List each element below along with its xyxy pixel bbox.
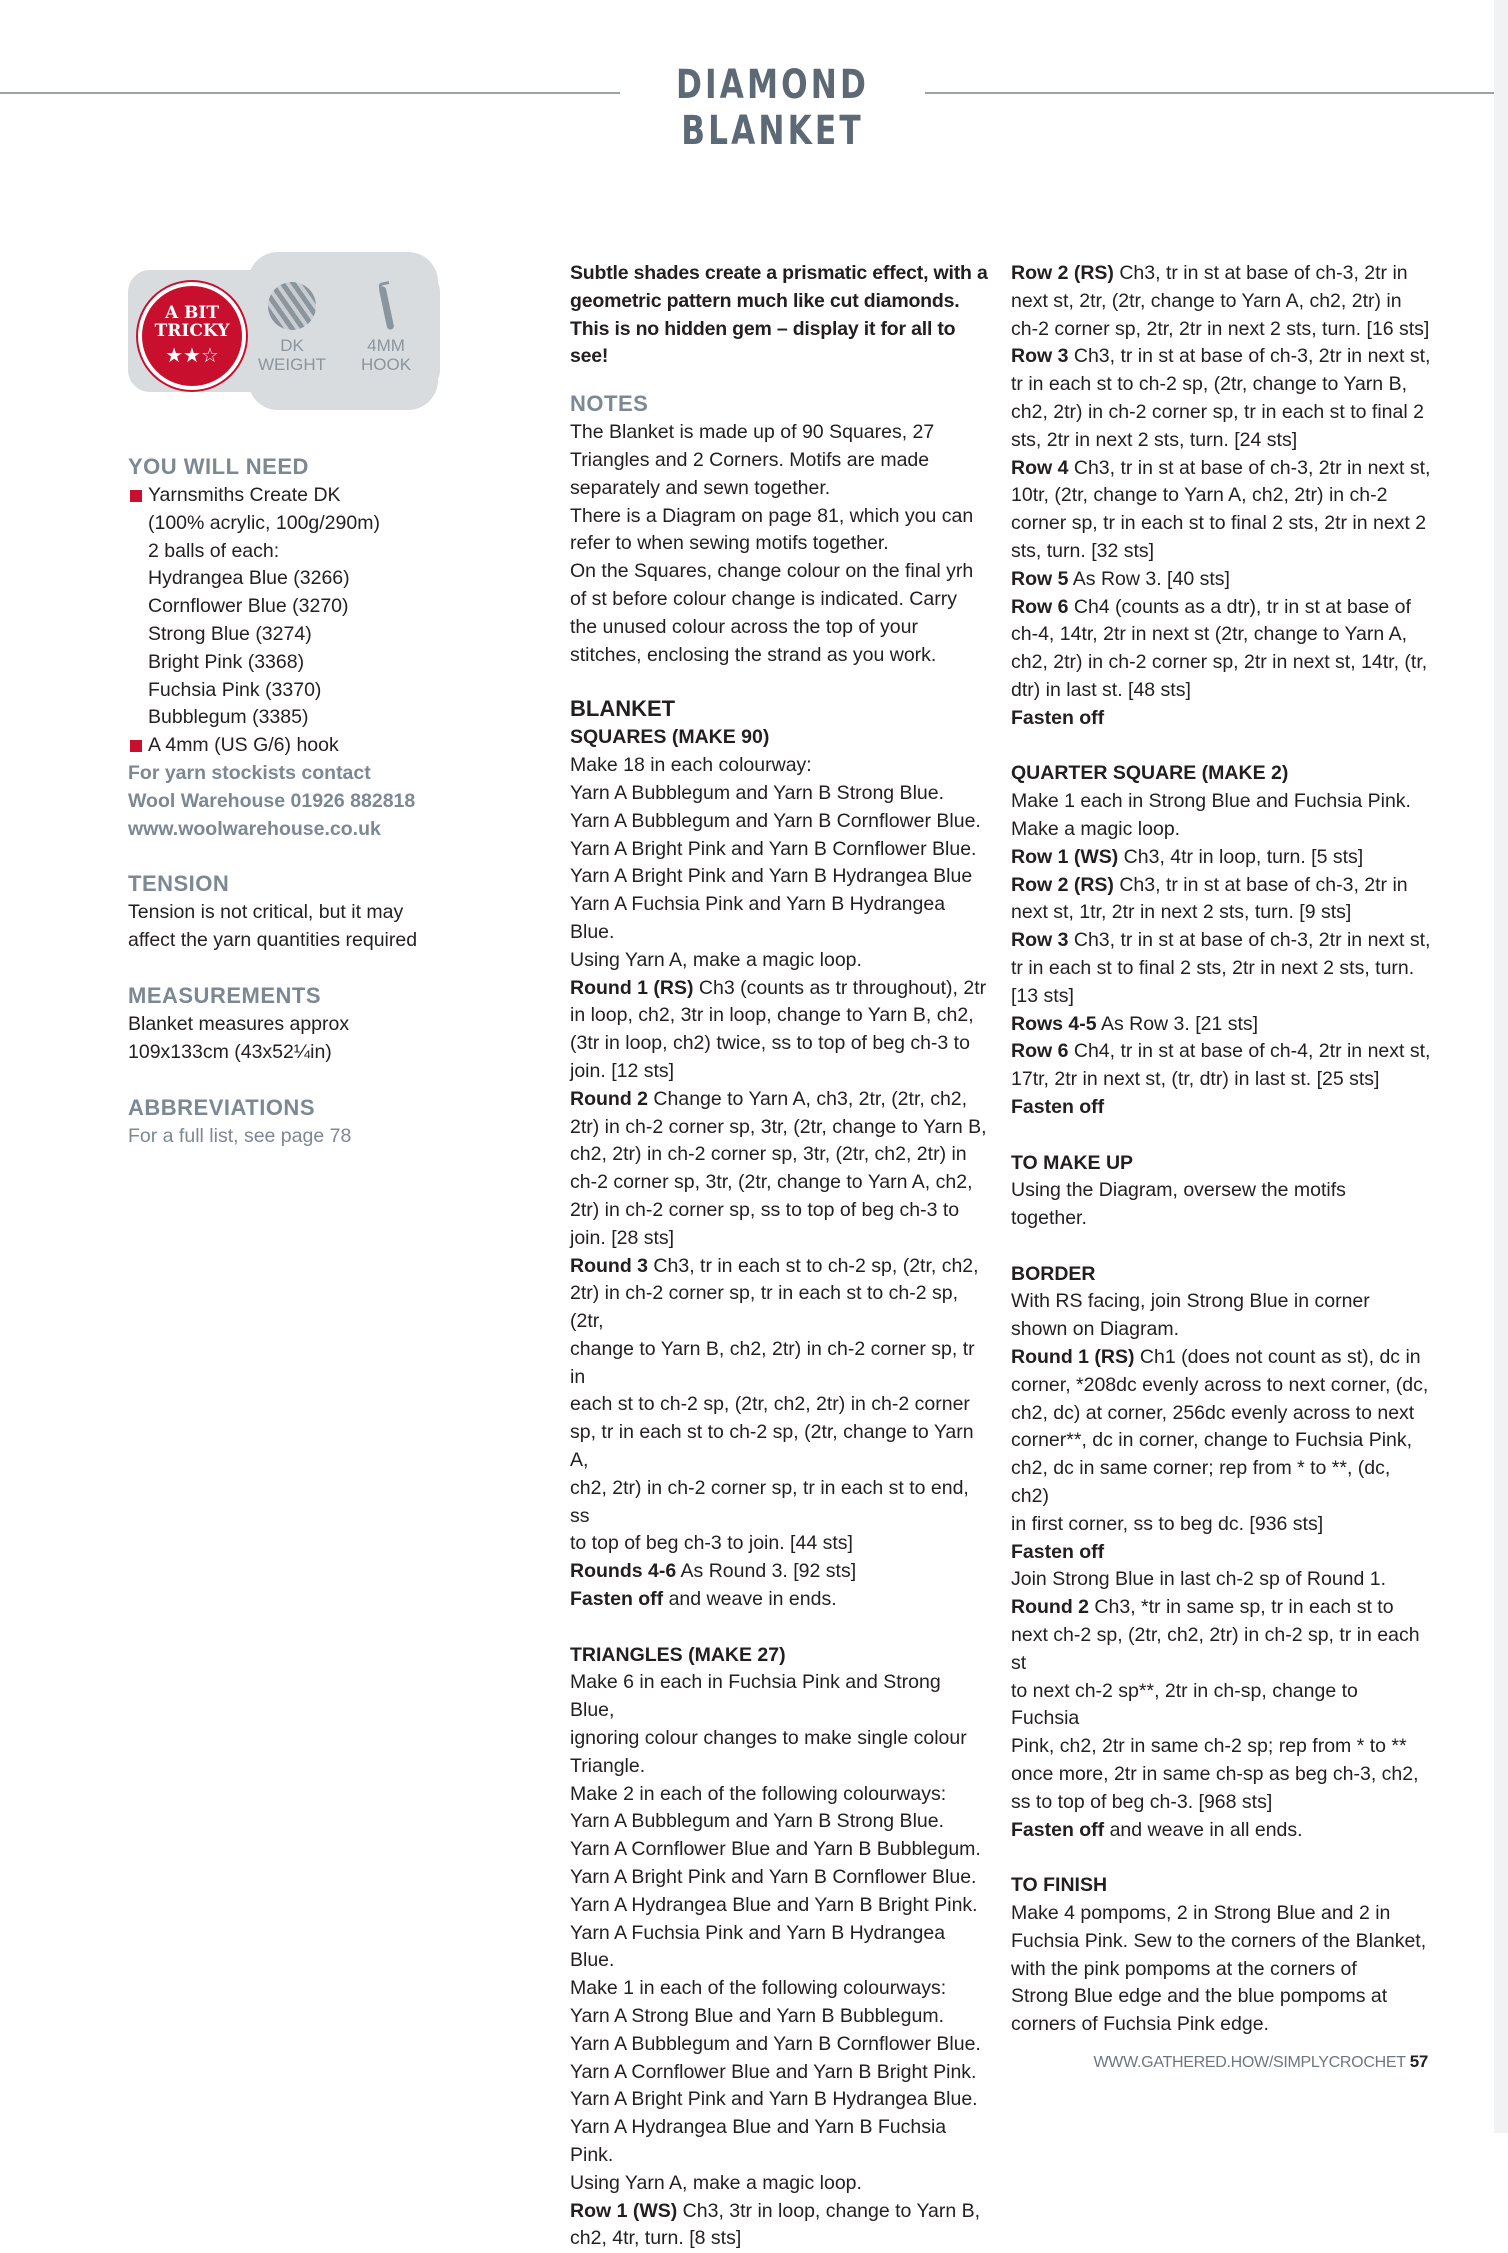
- difficulty-badge: [138, 282, 246, 390]
- squares-line: Make 18 in each colourway:: [570, 754, 812, 777]
- triangles-line: Make 2 in each of the following colourways:: [570, 1782, 947, 1805]
- round1-line: (3tr in loop, ch2) twice, ss to top of beg ch-3 to: [570, 1032, 970, 1055]
- round3-instruction: Round 3 Ch3, tr in each st to ch-2 sp, (2tr, ch2,: [570, 1254, 979, 1277]
- header-rule-right: [925, 92, 1508, 94]
- round3-line: sp, tr in each st to ch-2 sp, (2tr, change to Yarn A,: [570, 1421, 974, 1472]
- q-row2-line: next st, 1tr, 2tr in next 2 sts, turn. [9 sts]: [1011, 901, 1352, 924]
- row2-line: next st, 2tr, (2tr, change to Yarn A, ch2, 2tr) in: [1011, 289, 1402, 312]
- squares-line: Yarn A Bright Pink and Yarn B Hydrangea Blue: [570, 865, 973, 888]
- border-round1-line: corner, *208dc evenly across to next corner, (dc,: [1011, 1373, 1429, 1396]
- triangles-line: Yarn A Bright Pink and Yarn B Hydrangea Blue.: [570, 2088, 978, 2111]
- finish-line: Make 4 pompoms, 2 in Strong Blue and 2 in: [1011, 1902, 1391, 1925]
- triangles-line: Yarn A Fuchsia Pink and Yarn B Hydrangea Blue.: [570, 1921, 946, 1972]
- squares-line: Yarn A Bubblegum and Yarn B Strong Blue.: [570, 781, 945, 804]
- yarn-detail: 2 balls of each:: [148, 539, 280, 562]
- weight-line2: WEIGHT: [258, 355, 326, 374]
- join-instruction: Join Strong Blue in last ch-2 sp of Round 1.: [1011, 1568, 1387, 1591]
- round1-instruction: Round 1 (RS) Ch3 (counts as tr throughout), 2tr: [570, 976, 987, 999]
- page-number: 57: [1409, 2052, 1428, 2071]
- finish-line: Fuchsia Pink. Sew to the corners of the Blanket,: [1011, 1929, 1427, 1952]
- row2-instruction: Row 2 (RS) Ch3, tr in st at base of ch-3, 2tr in: [1011, 262, 1408, 284]
- difficulty-stars-icon: ★★☆: [165, 343, 219, 367]
- materials-column: [128, 452, 448, 1150]
- notes-line: the unused colour across the top of your: [570, 615, 918, 638]
- row6-line: dtr) in last st. [48 sts]: [1011, 678, 1191, 701]
- tension-text: affect the yarn quantities required: [128, 929, 418, 952]
- border-round2-line: ss to top of beg ch-3. [968 sts]: [1011, 1790, 1273, 1813]
- measurements-heading: MEASUREMENTS: [128, 982, 322, 1008]
- notes-heading: NOTES: [570, 391, 649, 417]
- yarn-detail: Hydrangea Blue (3266): [148, 567, 350, 590]
- border-round1-line: in first corner, ss to beg dc. [936 sts]: [1011, 1512, 1324, 1535]
- border-round2-line: once more, 2tr in same ch-sp as beg ch-3, ch2,: [1011, 1763, 1419, 1786]
- info-badges: [128, 252, 440, 410]
- crochet-hook-icon: [379, 282, 393, 330]
- notes-line: Triangles and 2 Corners. Motifs are made: [570, 448, 930, 471]
- yarn-weight-badge: [252, 282, 332, 374]
- footer-url[interactable]: WWW.GATHERED.HOW/SIMPLYCROCHET: [1093, 2054, 1406, 2071]
- q-row3-line: [13 sts]: [1011, 984, 1074, 1007]
- row6-line: ch-4, 14tr, 2tr in next st (2tr, change to Yarn A,: [1011, 623, 1407, 646]
- fasten-off-instruction: Fasten off: [1011, 706, 1105, 729]
- row4-line: 10tr, (2tr, change to Yarn A, ch2, 2tr) in ch-2: [1011, 484, 1388, 507]
- round3-line: each st to ch-2 sp, (2tr, ch2, 2tr) in ch-2 corner: [570, 1393, 970, 1416]
- row6-instruction: Row 6 Ch4 (counts as a dtr), tr in st at base of: [1011, 595, 1411, 618]
- triangles-line: Yarn A Bright Pink and Yarn B Cornflower Blue.: [570, 1866, 977, 1889]
- triangles-line: Yarn A Hydrangea Blue and Yarn B Fuchsia Pink.: [570, 2116, 947, 2166]
- to-finish-heading: TO FINISH: [1011, 1874, 1108, 1897]
- pattern-column-middle: [570, 260, 990, 2253]
- notes-line: separately and sewn together.: [570, 476, 831, 499]
- row2-line: ch-2 corner sp, 2tr, 2tr in next 2 sts, turn. [16 sts]: [1011, 317, 1430, 340]
- squares-heading: SQUARES (MAKE 90): [570, 726, 770, 749]
- intro-text: geometric pattern much like cut diamonds.: [570, 289, 960, 312]
- round2-line: join. [28 sts]: [570, 1226, 675, 1249]
- fasten-off-instruction: Fasten off: [1011, 1095, 1105, 1118]
- round1-line: join. [12 sts]: [570, 1059, 675, 1082]
- border-round1-line: corner**, dc in corner, change to Fuchsia Pink,: [1011, 1429, 1413, 1452]
- triangle-row1-line: ch2, 4tr, turn. [8 sts]: [570, 2227, 742, 2250]
- notes-line: On the Squares, change colour on the final yrh: [570, 560, 974, 583]
- triangle-row1-instruction: Row 1 (WS) Ch3, 3tr in loop, change to Yarn B,: [570, 2199, 981, 2222]
- fasten-off-instruction: Fasten off and weave in all ends.: [1011, 1818, 1303, 1841]
- yarn-detail: Bright Pink (3368): [148, 650, 305, 673]
- row5-instruction: Row 5 As Row 3. [40 sts]: [1011, 567, 1230, 590]
- blanket-heading: BLANKET: [570, 696, 676, 722]
- notes-line: There is a Diagram on page 81, which you can: [570, 504, 974, 527]
- q-row6-instruction: Row 6 Ch4, tr in st at base of ch-4, 2tr in next st,: [1011, 1040, 1431, 1063]
- triangles-line: Yarn A Cornflower Blue and Yarn B Bubblegum.: [570, 1838, 981, 1861]
- border-round2-line: to next ch-2 sp**, 2tr in ch-sp, change to Fuchsia: [1011, 1679, 1358, 1730]
- finish-line: with the pink pompoms at the corners of: [1011, 1957, 1357, 1980]
- measurements-text: 109x133cm (43x52¼in): [128, 1040, 332, 1063]
- quarter-line: Make 1 each in Strong Blue and Fuchsia Pink.: [1011, 790, 1411, 813]
- yarn-detail: Bubblegum (3385): [148, 706, 309, 729]
- row3-line: ch2, 2tr) in ch-2 corner sp, tr in each st to final 2: [1011, 400, 1424, 423]
- hook-list-item: A 4mm (US G/6) hook: [128, 732, 448, 760]
- border-line: With RS facing, join Strong Blue in corner: [1011, 1290, 1370, 1313]
- squares-line: Yarn A Bright Pink and Yarn B Cornflower Blue.: [570, 837, 977, 860]
- border-round2-line: Pink, ch2, 2tr in same ch-2 sp; rep from * to **: [1011, 1735, 1407, 1758]
- triangles-line: Yarn A Hydrangea Blue and Yarn B Bright Pink.: [570, 1893, 978, 1916]
- tension-heading: TENSION: [128, 871, 230, 897]
- intro-text: This is no hidden gem – display it for all to see!: [570, 317, 956, 368]
- yarn-detail: Fuchsia Pink (3370): [148, 678, 322, 701]
- hook-line1: 4MM: [367, 336, 405, 355]
- hook-size-badge: [346, 282, 426, 374]
- page-footer: [1094, 2052, 1429, 2072]
- triangles-line: Triangle.: [570, 1754, 646, 1777]
- hook-line2: HOOK: [360, 355, 412, 374]
- abbreviations-heading: ABBREVIATIONS: [128, 1094, 315, 1120]
- round3-line: to top of beg ch-3 to join. [44 sts]: [570, 1532, 853, 1555]
- to-make-up-heading: TO MAKE UP: [1011, 1151, 1134, 1174]
- notes-line: The Blanket is made up of 90 Squares, 27: [570, 421, 935, 444]
- q-row2-instruction: Row 2 (RS) Ch3, tr in st at base of ch-3, 2tr in: [1011, 873, 1408, 896]
- finish-line: corners of Fuchsia Pink edge.: [1011, 2013, 1269, 2036]
- round1-line: in loop, ch2, 3tr in loop, change to Yarn B, ch2,: [570, 1004, 974, 1027]
- fasten-off-instruction: Fasten off: [1011, 1540, 1105, 1563]
- round2-line: ch-2 corner sp, 3tr, (2tr, change to Yarn A, ch2,: [570, 1171, 973, 1194]
- stockist-link[interactable]: www.woolwarehouse.co.uk: [128, 817, 381, 840]
- row3-instruction: Row 3 Ch3, tr in st at base of ch-3, 2tr in next st,: [1011, 345, 1431, 368]
- border-round1-line: ch2, dc) at corner, 256dc evenly across to next: [1011, 1401, 1415, 1424]
- triangles-line: Make 6 in each in Fuchsia Pink and Strong Blue,: [570, 1671, 941, 1722]
- yarn-ball-icon: [268, 282, 316, 330]
- measurements-text: Blanket measures approx: [128, 1012, 350, 1035]
- row4-line: sts, turn. [32 sts]: [1011, 539, 1155, 562]
- you-will-need-heading: YOU WILL NEED: [128, 454, 309, 479]
- page-title: DIAMOND BLANKET: [675, 62, 870, 154]
- fasten-off-instruction: Fasten off and weave in ends.: [570, 1588, 837, 1611]
- round2-line: 2tr) in ch-2 corner sp, 3tr, (2tr, change to Yarn B,: [570, 1115, 987, 1138]
- yarn-detail: Cornflower Blue (3270): [148, 595, 349, 618]
- round2-line: 2tr) in ch-2 corner sp, ss to top of beg ch-3 to: [570, 1198, 960, 1221]
- bullet-square-icon: [130, 490, 142, 502]
- triangles-line: Yarn A Bubblegum and Yarn B Cornflower Blue.: [570, 2032, 981, 2055]
- round2-line: ch2, 2tr) in ch-2 corner sp, 3tr, (2tr, ch2, 2tr) in: [570, 1143, 967, 1166]
- squares-line: Yarn A Bubblegum and Yarn B Cornflower Blue.: [570, 809, 981, 832]
- makeup-line: together.: [1011, 1207, 1087, 1230]
- makeup-line: Using the Diagram, oversew the motifs: [1011, 1179, 1346, 1202]
- stockist-contact: Wool Warehouse 01926 882818: [128, 789, 416, 812]
- abbreviations-link: For a full list, see page 78: [128, 1124, 352, 1147]
- triangles-heading: TRIANGLES (MAKE 27): [570, 1643, 786, 1666]
- q-row6-line: 17tr, 2tr in next st, (tr, dtr) in last st. [25 sts]: [1011, 1068, 1380, 1091]
- border-round2-line: next ch-2 sp, (2tr, ch2, 2tr) in ch-2 sp, tr in each st: [1011, 1624, 1420, 1674]
- border-line: shown on Diagram.: [1011, 1318, 1179, 1341]
- difficulty-line2: TRICKY: [154, 321, 230, 341]
- stockist-contact: For yarn stockists contact: [128, 761, 371, 784]
- bullet-square-icon: [130, 740, 142, 752]
- row6-line: ch2, 2tr) in ch-2 corner sp, 2tr in next st, 14tr, (tr,: [1011, 651, 1428, 674]
- round3-line: ch2, 2tr) in ch-2 corner sp, tr in each st to end, ss: [570, 1476, 969, 1527]
- difficulty-line1: A BIT: [164, 303, 220, 323]
- squares-line: Using Yarn A, make a magic loop.: [570, 948, 862, 971]
- notes-line: of st before colour change is indicated. Carry: [570, 587, 957, 610]
- triangles-line: Yarn A Bubblegum and Yarn B Strong Blue.: [570, 1810, 945, 1833]
- notes-line: stitches, enclosing the strand as you work.: [570, 643, 937, 666]
- intro-text: Subtle shades create a prismatic effect, with a: [570, 262, 988, 284]
- rounds-4-6-instruction: Rounds 4-6 As Round 3. [92 sts]: [570, 1560, 857, 1583]
- border-round2-instruction: Round 2 Ch3, *tr in same sp, tr in each st to: [1011, 1596, 1394, 1619]
- q-row3-instruction: Row 3 Ch3, tr in st at base of ch-3, 2tr in next st,: [1011, 929, 1431, 952]
- row3-line: sts, 2tr in next 2 sts, turn. [24 sts]: [1011, 428, 1298, 451]
- page-edge-bar: [1494, 0, 1508, 2133]
- triangles-line: Using Yarn A, make a magic loop.: [570, 2171, 862, 2194]
- pattern-column-right: [1011, 260, 1431, 2039]
- q-row3-line: tr in each st to final 2 sts, 2tr in next 2 sts, turn.: [1011, 956, 1415, 979]
- squares-line: Yarn A Fuchsia Pink and Yarn B Hydrangea Blue.: [570, 893, 946, 943]
- weight-line1: DK: [280, 336, 304, 355]
- triangles-line: Make 1 in each of the following colourways:: [570, 1977, 947, 2000]
- triangles-line: Yarn A Cornflower Blue and Yarn B Bright Pink.: [570, 2060, 977, 2083]
- round3-line: 2tr) in ch-2 corner sp, tr in each st to ch-2 sp, (2tr,: [570, 1282, 958, 1333]
- border-heading: BORDER: [1011, 1262, 1096, 1285]
- row4-instruction: Row 4 Ch3, tr in st at base of ch-3, 2tr in next st,: [1011, 456, 1431, 479]
- row3-line: tr in each st to ch-2 sp, (2tr, change to Yarn B,: [1011, 373, 1407, 396]
- yarn-detail: Strong Blue (3274): [148, 622, 312, 645]
- border-round1-instruction: Round 1 (RS) Ch1 (does not count as st), dc in: [1011, 1346, 1421, 1369]
- notes-line: refer to when sewing motifs together.: [570, 532, 889, 555]
- header-rule-left: [0, 92, 620, 94]
- yarn-list-item: Yarnsmiths Create DK: [128, 482, 448, 510]
- round3-line: change to Yarn B, ch2, 2tr) in ch-2 corner sp, tr in: [570, 1337, 975, 1388]
- finish-line: Strong Blue edge and the blue pompoms at: [1011, 1985, 1388, 2008]
- triangles-line: Yarn A Strong Blue and Yarn B Bubblegum.: [570, 2005, 945, 2028]
- border-round1-line: ch2, dc in same corner; rep from * to **, (dc, ch2): [1011, 1457, 1391, 1508]
- quarter-line: Make a magic loop.: [1011, 817, 1181, 840]
- tension-text: Tension is not critical, but it may: [128, 901, 404, 924]
- quarter-square-heading: QUARTER SQUARE (MAKE 2): [1011, 762, 1289, 785]
- triangles-line: ignoring colour changes to make single colour: [570, 1727, 967, 1750]
- q-row1-instruction: Row 1 (WS) Ch3, 4tr in loop, turn. [5 sts]: [1011, 845, 1364, 868]
- round2-instruction: Round 2 Change to Yarn A, ch3, 2tr, (2tr, ch2,: [570, 1087, 968, 1110]
- yarn-detail: (100% acrylic, 100g/290m): [148, 511, 380, 534]
- q-rows-4-5-instruction: Rows 4-5 As Row 3. [21 sts]: [1011, 1012, 1259, 1035]
- row4-line: corner sp, tr in each st to final 2 sts, 2tr in next 2: [1011, 512, 1427, 535]
